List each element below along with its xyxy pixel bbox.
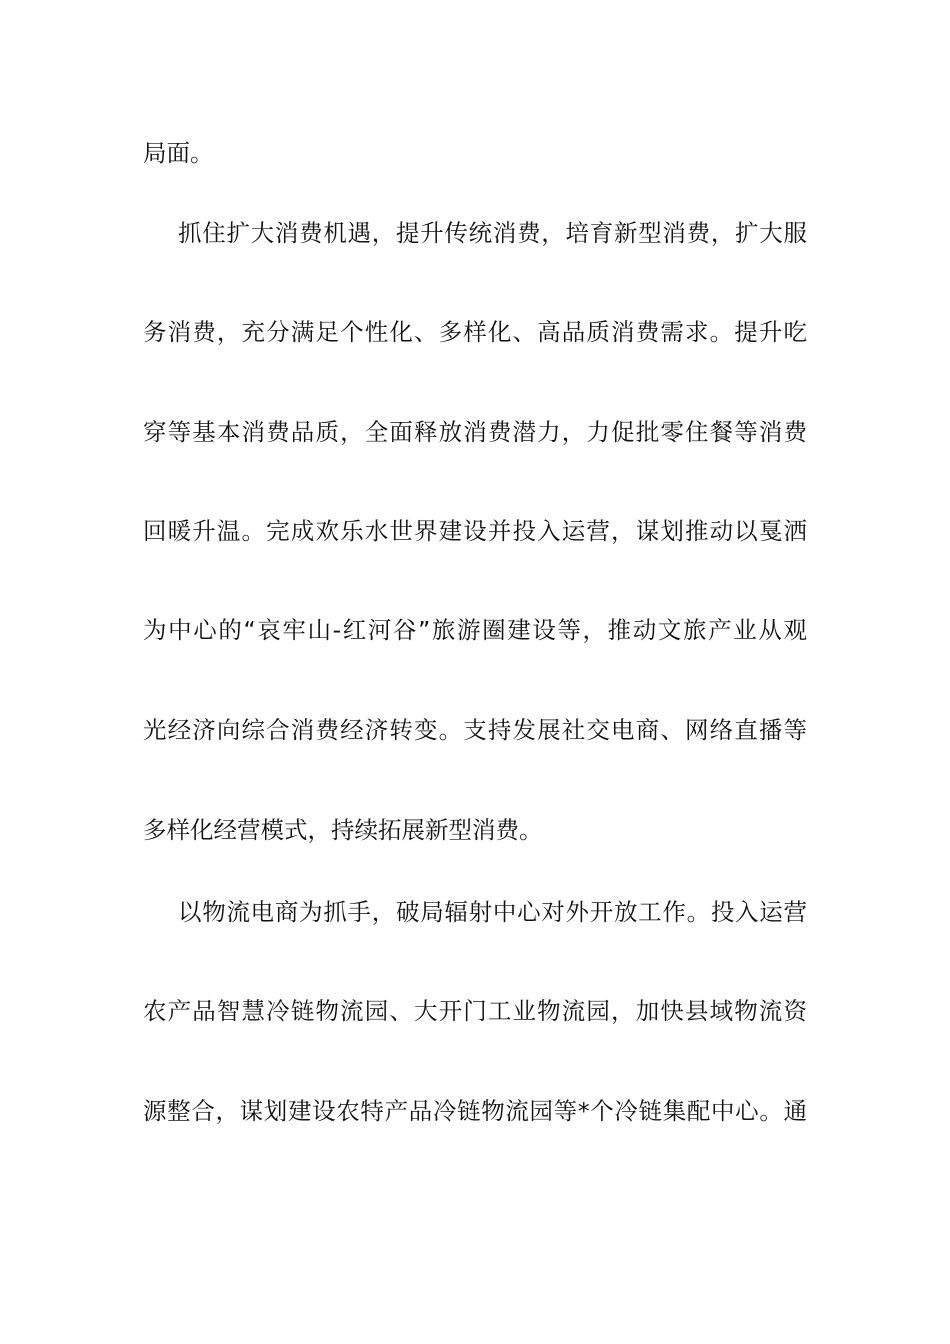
text-line: 源整合，谋划建设农特产品冷链物流园等*个冷链集配中心。通 — [143, 1097, 807, 1125]
text-line: 多样化经营模式，持续拓展新型消费。 — [143, 816, 543, 844]
text-line: 农产品智慧冷链物流园、大开门工业物流园，加快县域物流资 — [143, 997, 807, 1025]
text-line: 光经济向综合消费经济转变。支持发展社交电商、网络直播等 — [143, 716, 807, 744]
text-line: 穿等基本消费品质，全面释放消费潜力，力促批零住餐等消费 — [143, 418, 807, 446]
text-line: 务消费，充分满足个性化、多样化、高品质消费需求。提升吃 — [143, 318, 807, 346]
paragraph-start-line: 抓住扩大消费机遇，提升传统消费，培育新型消费，扩大服 — [178, 219, 807, 247]
paragraph-start-line: 以物流电商为抓手，破局辐射中心对外开放工作。投入运营 — [178, 898, 807, 926]
text-line: 回暖升温。完成欢乐水世界建设并投入运营，谋划推动以戛洒 — [143, 517, 807, 545]
text-line: 局面。 — [143, 139, 214, 167]
text-line: 为中心的“哀牢山-红河谷”旅游圈建设等，推动文旅产业从观 — [143, 616, 807, 644]
